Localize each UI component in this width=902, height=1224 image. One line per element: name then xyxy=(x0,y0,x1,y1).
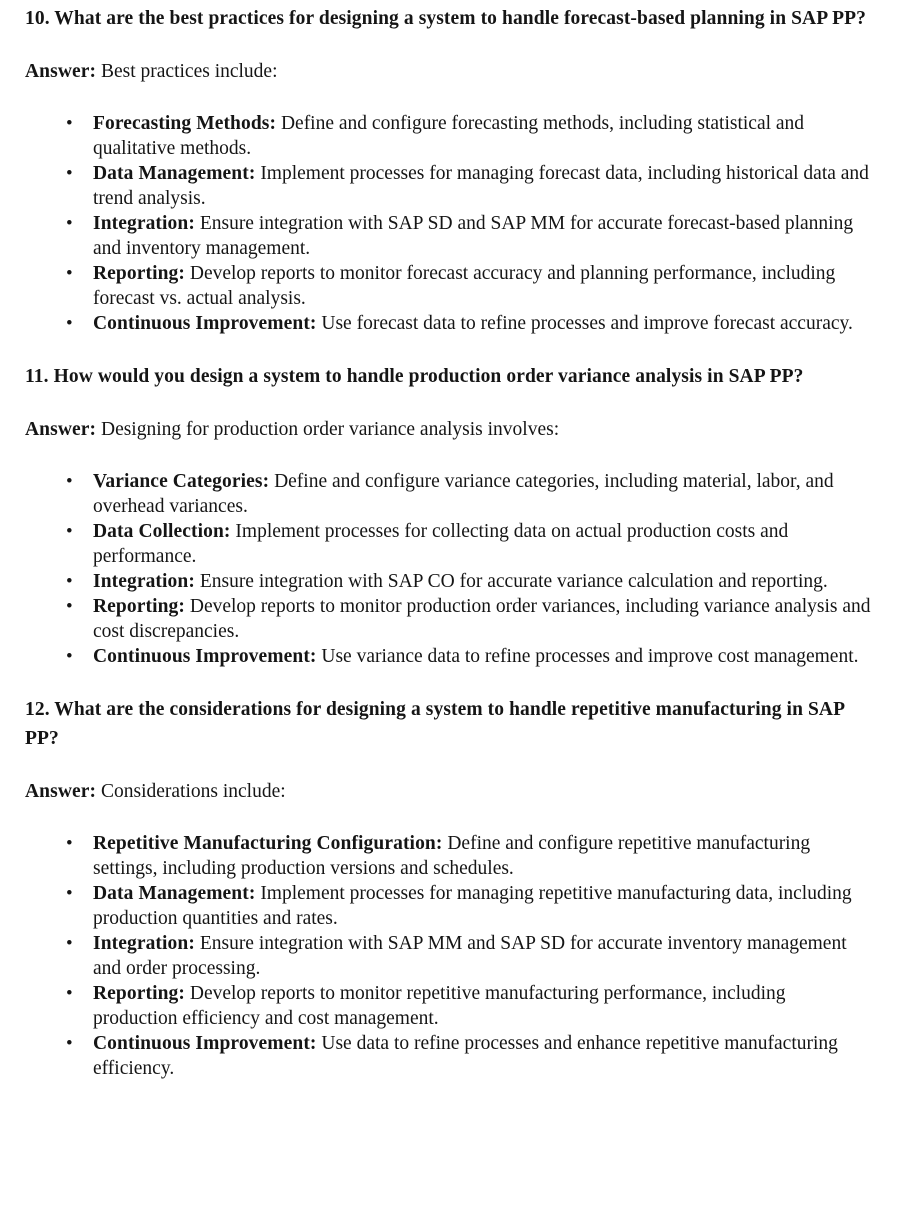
list-item xyxy=(25,981,874,1031)
bullet-label: Continuous Improvement: xyxy=(93,1033,317,1054)
bullet-list xyxy=(25,831,874,1081)
bullet-label: Reporting: xyxy=(93,983,185,1004)
list-item xyxy=(25,311,874,336)
answer-label: Answer: xyxy=(25,61,97,82)
answer-text: Designing for production order variance analysis involves: xyxy=(100,419,560,440)
bullet-text: Develop reports to monitor forecast accuracy and planning performance, including forecast vs. actual analysis. xyxy=(93,263,836,309)
list-item xyxy=(25,644,874,669)
bullet-list xyxy=(25,111,874,336)
bullet-label: Integration: xyxy=(93,571,195,592)
bullet-label: Integration: xyxy=(93,933,195,954)
bullet-label: Continuous Improvement: xyxy=(93,646,317,667)
question-heading: 10. What are the best practices for designing a system to handle forecast-based planning in SAP PP? xyxy=(25,8,867,29)
bullet-label: Variance Categories: xyxy=(93,471,270,492)
list-item xyxy=(25,469,874,519)
list-item xyxy=(25,831,874,881)
bullet-text: Develop reports to monitor repetitive manufacturing performance, including production efficiency and cost management. xyxy=(93,983,786,1029)
bullet-text: Define and configure variance categories, including material, labor, and overhead variances. xyxy=(93,471,834,517)
list-item xyxy=(25,569,874,594)
answer-paragraph xyxy=(25,779,874,804)
bullet-text: Implement processes for collecting data on actual production costs and performance. xyxy=(93,521,789,567)
list-item xyxy=(25,594,874,644)
answer-label: Answer: xyxy=(25,781,97,802)
qa-section-10 xyxy=(25,4,874,336)
bullet-label: Integration: xyxy=(93,213,195,234)
bullet-text: Define and configure forecasting methods, including statistical and qualitative methods. xyxy=(93,113,805,159)
answer-paragraph xyxy=(25,59,874,84)
list-item xyxy=(25,519,874,569)
answer-paragraph xyxy=(25,417,874,442)
bullet-label: Data Collection: xyxy=(93,521,231,542)
bullet-text: Implement processes for managing repetitive manufacturing data, including production quantities and rates. xyxy=(93,883,852,929)
bullet-text: Use data to refine processes and enhance repetitive manufacturing efficiency. xyxy=(93,1033,838,1079)
bullet-label: Reporting: xyxy=(93,596,185,617)
bullet-label: Reporting: xyxy=(93,263,185,284)
bullet-text: Define and configure repetitive manufacturing settings, including production versions and schedules. xyxy=(93,833,811,879)
list-item xyxy=(25,211,874,261)
bullet-text: Ensure integration with SAP SD and SAP MM for accurate forecast-based planning and inventory management. xyxy=(93,213,854,259)
bullet-text: Develop reports to monitor production order variances, including variance analysis and cost discrepancies. xyxy=(93,596,871,642)
bullet-list xyxy=(25,469,874,669)
list-item xyxy=(25,111,874,161)
qa-section-11 xyxy=(25,362,874,669)
bullet-label: Data Management: xyxy=(93,163,256,184)
list-item xyxy=(25,261,874,311)
bullet-text: Ensure integration with SAP CO for accurate variance calculation and reporting. xyxy=(199,571,828,592)
qa-section-12 xyxy=(25,695,874,1081)
answer-label: Answer: xyxy=(25,419,97,440)
list-item xyxy=(25,931,874,981)
answer-text: Best practices include: xyxy=(100,61,278,82)
bullet-text: Ensure integration with SAP MM and SAP SD for accurate inventory management and order processing. xyxy=(93,933,847,979)
list-item xyxy=(25,161,874,211)
list-item xyxy=(25,1031,874,1081)
list-item xyxy=(25,881,874,931)
bullet-label: Forecasting Methods: xyxy=(93,113,277,134)
bullet-label: Continuous Improvement: xyxy=(93,313,317,334)
bullet-label: Data Management: xyxy=(93,883,256,904)
answer-text: Considerations include: xyxy=(100,781,286,802)
bullet-text: Use variance data to refine processes and improve cost management. xyxy=(321,646,859,667)
bullet-label: Repetitive Manufacturing Configuration: xyxy=(93,833,443,854)
question-heading: 11. How would you design a system to handle production order variance analysis in SAP PP? xyxy=(25,366,804,387)
question-heading: 12. What are the considerations for designing a system to handle repetitive manufacturing in SAP PP? xyxy=(25,699,845,749)
bullet-text: Use forecast data to refine processes and improve forecast accuracy. xyxy=(321,313,853,334)
bullet-text: Implement processes for managing forecast data, including historical data and trend analysis. xyxy=(93,163,869,209)
